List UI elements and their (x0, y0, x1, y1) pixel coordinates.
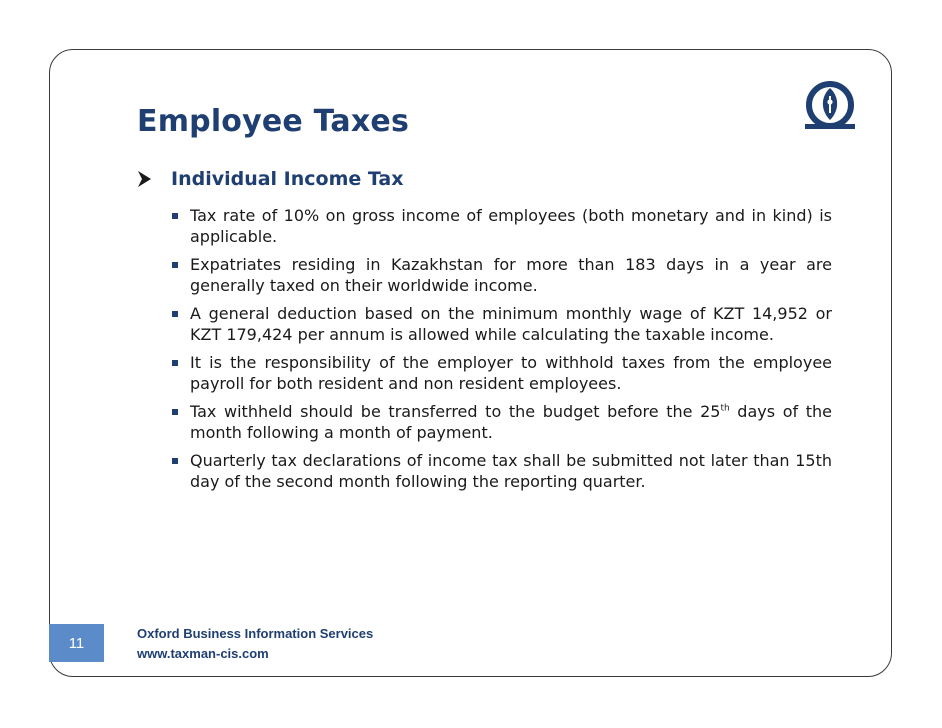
slide-title: Employee Taxes (137, 104, 410, 139)
bullet-item (172, 303, 832, 345)
arrow-bullet-icon (136, 169, 154, 189)
square-bullet-icon (172, 409, 178, 415)
bullet-item (172, 450, 832, 492)
square-bullet-icon (172, 213, 178, 219)
bullet-text: Expatriates residing in Kazakhstan for more than 183 days in a year are generally taxed on their worldwide income. (190, 255, 832, 295)
bullet-text-start: Tax withheld should be transferred to the budget before the 25 (190, 402, 721, 421)
bullet-text: Quarterly tax declarations of income tax shall be submitted not later than 15th day of the second month following the reporting quarter. (190, 451, 832, 491)
ordinal-suffix: th (720, 403, 730, 414)
bullet-item (172, 254, 832, 296)
square-bullet-icon (172, 262, 178, 268)
bullet-item (172, 401, 832, 443)
bullet-text: Tax rate of 10% on gross income of employees (both monetary and in kind) is applicable. (190, 206, 832, 246)
bullet-text: It is the responsibility of the employer to withhold taxes from the employee payroll for both resident and non resident employees. (190, 353, 832, 393)
pen-nib-logo-icon (803, 80, 861, 130)
bullet-text-end: days of the month following a month of payment. (190, 402, 832, 442)
bullet-text: A general deduction based on the minimum monthly wage of KZT 14,952 or KZT 179,424 per annum is allowed while calculating the taxable income. (190, 304, 832, 344)
section-heading (136, 168, 403, 190)
footer-company: Oxford Business Information Services (137, 626, 374, 641)
bullet-item (172, 205, 832, 247)
page-number: 11 (49, 624, 104, 662)
footer (137, 624, 373, 664)
square-bullet-icon (172, 458, 178, 464)
bullet-item (172, 352, 832, 394)
square-bullet-icon (172, 311, 178, 317)
section-label: Individual Income Tax (171, 168, 404, 190)
square-bullet-icon (172, 360, 178, 366)
footer-website-link[interactable]: www.taxman-cis.com (137, 646, 269, 661)
bullet-list (172, 205, 832, 499)
